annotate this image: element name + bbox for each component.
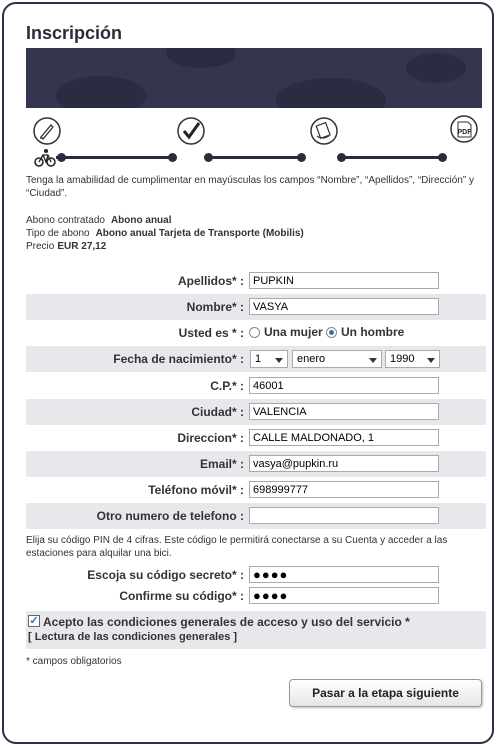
row-email: [26, 451, 486, 477]
row-confirmar: [26, 583, 486, 609]
progress-steps: [26, 112, 482, 172]
chevron-down-icon: [275, 358, 283, 363]
subscription-info: [26, 214, 304, 253]
pin-confirm-input[interactable]: [249, 587, 439, 604]
svg-text:PDF: PDF: [457, 129, 472, 136]
radio-mujer-label[interactable]: Una mujer: [264, 325, 323, 339]
row-direccion: [26, 425, 486, 451]
row-ciudad: [26, 399, 486, 425]
row-cp: [26, 373, 486, 399]
progress-dot: [204, 153, 213, 162]
progress-dot: [297, 153, 306, 162]
abono-contratado-value: Abono anual: [110, 215, 172, 226]
direccion-input[interactable]: [249, 429, 439, 446]
birth-year-value: 1990: [390, 353, 415, 365]
pencil-icon: [32, 116, 62, 146]
sexo-label: Usted es * :: [178, 326, 244, 340]
accept-terms-label[interactable]: Acepto las condiciones generales de acceso y uso del servicio *: [43, 615, 410, 629]
progress-segment: [206, 156, 300, 159]
email-input[interactable]: [249, 455, 439, 472]
card-hand-icon: [309, 116, 339, 146]
progress-dot: [57, 153, 66, 162]
tipo-abono-label: Tipo de abono: [26, 228, 90, 239]
chevron-down-icon: [427, 358, 435, 363]
birth-year-select[interactable]: [385, 350, 440, 368]
abono-contratado-label: Abono contratado: [26, 215, 105, 226]
next-step-button[interactable]: Pasar a la etapa siguiente: [289, 679, 482, 707]
accept-terms-checkbox[interactable]: ✓: [29, 615, 39, 627]
apellidos-label: Apellidos* :: [177, 274, 244, 288]
nacimiento-label: Fecha de nacimiento* :: [113, 352, 244, 366]
direccion-label: Direccion* :: [177, 431, 244, 445]
checkmark-icon: [176, 116, 206, 146]
terms-section: [26, 611, 486, 649]
required-note: * campos obligatorios: [26, 656, 122, 667]
email-label: Email* :: [199, 457, 244, 471]
birth-month-value: enero: [297, 353, 326, 365]
movil-label: Teléfono móvil* :: [148, 483, 244, 497]
nombre-label: Nombre* :: [186, 300, 244, 314]
pin-info-text: Elija su código PIN de 4 cifras. Este código le permitirá conectarse a su Cuenta y acceder a las estaciones para alquilar una bici.: [26, 535, 448, 559]
ciudad-input[interactable]: [249, 403, 439, 420]
birth-month-select[interactable]: [292, 350, 382, 368]
movil-input[interactable]: [249, 481, 439, 498]
row-nombre: [26, 294, 486, 320]
tipo-abono-value: Abono anual Tarjeta de Transporte (Mobilis): [95, 228, 304, 239]
progress-dot: [438, 153, 447, 162]
chevron-down-icon: [369, 358, 377, 363]
row-sexo: [26, 320, 486, 346]
pin-input[interactable]: [249, 566, 439, 583]
ciudad-label: Ciudad* :: [191, 405, 244, 419]
registration-panel: [2, 2, 494, 744]
birth-day-select[interactable]: [250, 350, 288, 368]
progress-segment: [341, 156, 441, 159]
bicycle-icon: [34, 147, 56, 169]
progress-segment: [56, 156, 173, 159]
confirmar-label: Confirme su código* :: [119, 589, 244, 603]
precio-label: Precio: [26, 241, 55, 252]
page-title: Inscripción: [26, 23, 123, 43]
row-nacimiento: [26, 346, 486, 372]
pdf-icon: [449, 114, 479, 144]
cp-input[interactable]: [249, 377, 439, 394]
radio-mujer[interactable]: [249, 327, 260, 338]
row-movil: [26, 477, 486, 503]
birth-day-value: 1: [255, 353, 262, 365]
banner-image: [26, 48, 482, 108]
radio-hombre[interactable]: [326, 327, 337, 338]
radio-hombre-label[interactable]: Un hombre: [341, 325, 405, 339]
otro-telefono-label: Otro numero de telefono :: [96, 509, 244, 523]
codigo-label: Escoja su código secreto* :: [87, 568, 244, 582]
otro-telefono-input[interactable]: [249, 507, 439, 524]
precio-value: EUR 27,12: [57, 241, 107, 252]
progress-dot: [337, 153, 346, 162]
conditions-link[interactable]: [ Lectura de las condiciones generales ]: [28, 631, 238, 643]
progress-dot: [168, 153, 177, 162]
intro-text: Tenga la amabilidad de cumplimentar en mayúsculas los campos “Nombre”, “Apellidos”, “Dirección” y “Ciudad”.: [26, 175, 474, 199]
cp-label: C.P.* :: [210, 379, 244, 393]
row-apellidos: [26, 268, 486, 294]
row-otro-telefono: [26, 503, 486, 529]
apellidos-input[interactable]: [249, 272, 439, 289]
nombre-input[interactable]: [249, 298, 439, 315]
